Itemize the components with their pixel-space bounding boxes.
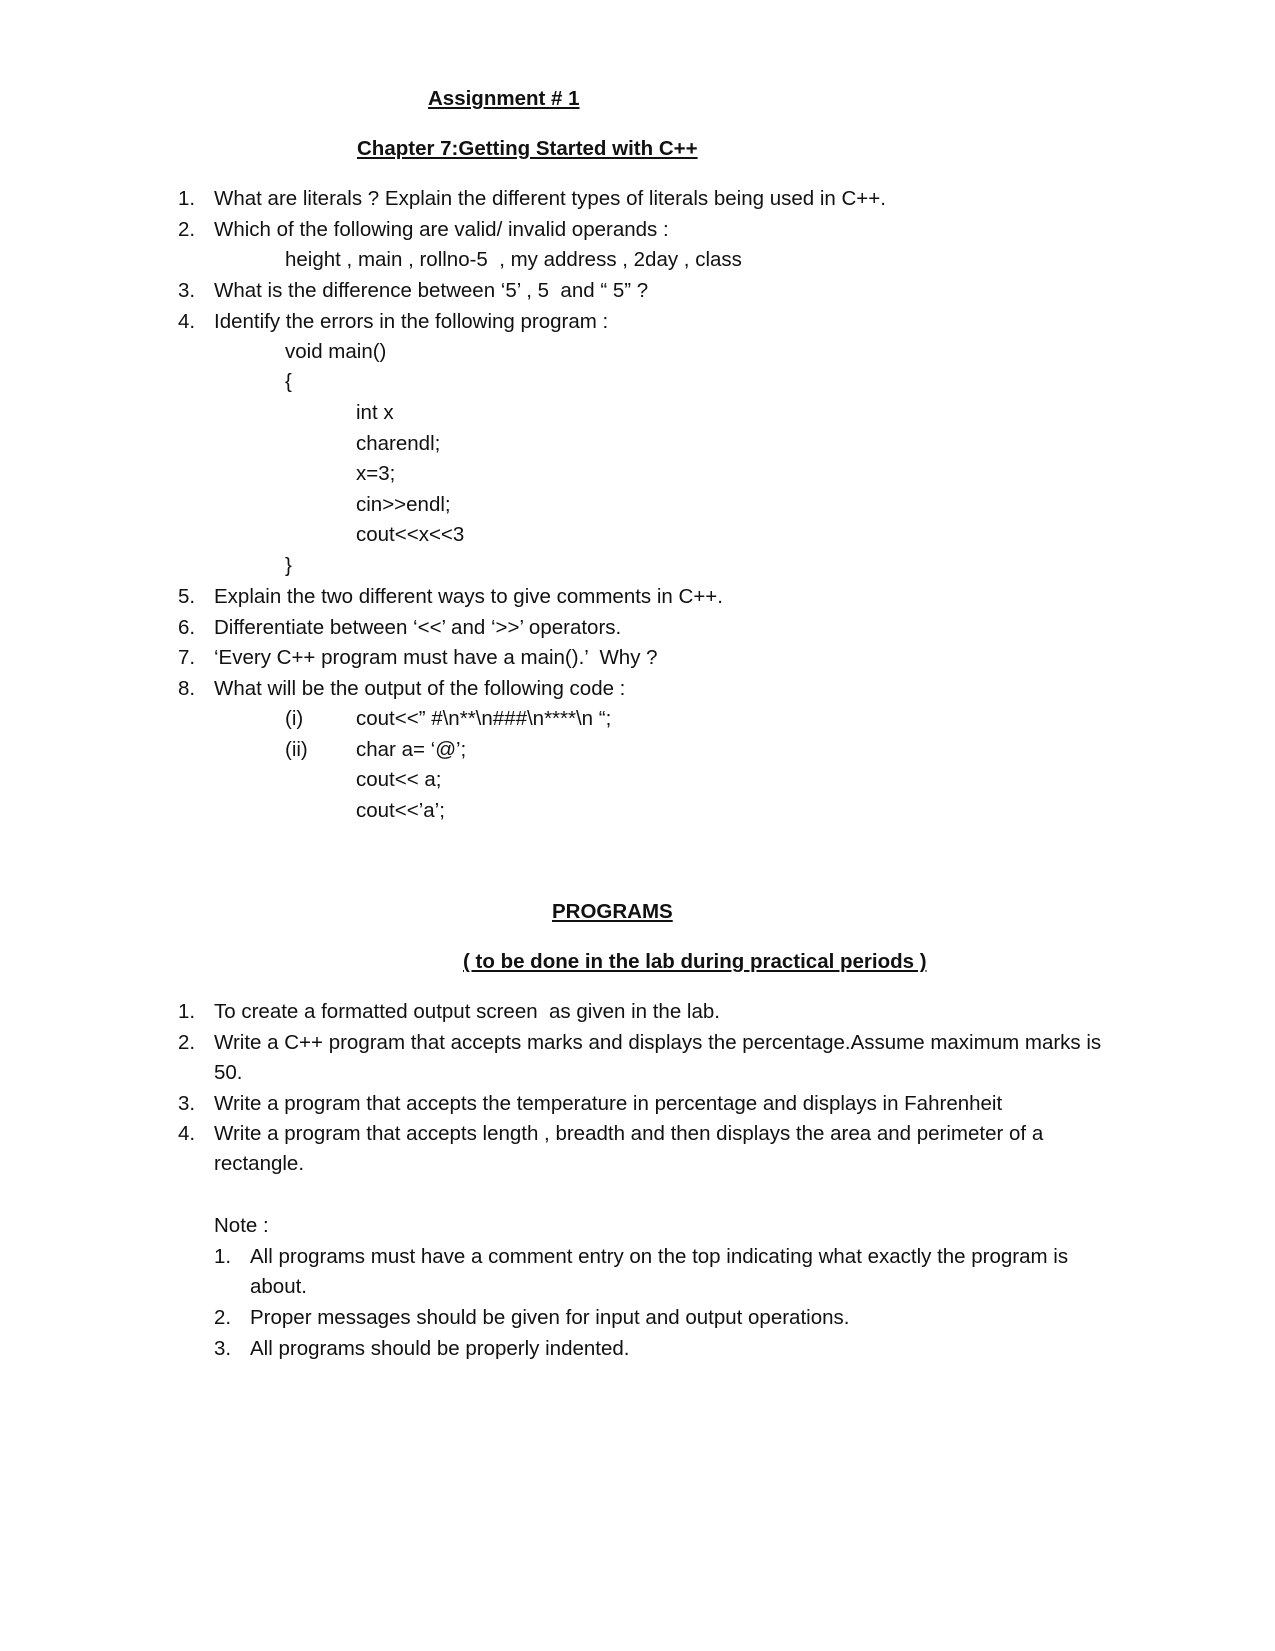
question-2-operands: height , main , rollno-5 , my address , 2day , class [285,248,742,271]
code-line: x=3; [356,462,396,485]
code-open-brace: { [285,370,292,393]
note-label: Note : [214,1214,269,1237]
question-1-text: What are literals ? Explain the different types of literals being used in C++. [214,187,886,210]
question-3-number: 3. [178,279,196,302]
assignment-title: Assignment # 1 [428,87,580,110]
note-2-number: 2. [214,1306,232,1329]
program-1-text: To create a formatted output screen as given in the lab. [214,1000,720,1023]
program-4-text: Write a program that accepts length , breadth and then displays the area and perimeter of a [214,1122,1044,1145]
question-5-text: Explain the two different ways to give comments in C++. [214,585,723,608]
program-3-text: Write a program that accepts the temperature in percentage and displays in Fahrenheit [214,1092,1003,1115]
programs-subheading: ( to be done in the lab during practical periods ) [463,950,927,973]
question-8-number: 8. [178,677,196,700]
note-1-continuation: about. [250,1275,307,1298]
note-3-number: 3. [214,1337,232,1360]
note-3-text: All programs should be properly indented. [250,1337,630,1360]
code-function-signature: void main() [285,340,387,363]
question-7-text: ‘Every C++ program must have a main().’ Why ? [214,646,658,669]
code-line: char a= ‘@’; [356,738,467,761]
note-1-number: 1. [214,1245,232,1268]
code-line: cout<<’a’; [356,799,445,822]
program-1-number: 1. [178,1000,196,1023]
program-2-number: 2. [178,1031,196,1054]
question-5-number: 5. [178,585,196,608]
program-2-continuation: 50. [214,1061,243,1084]
program-4-number: 4. [178,1122,196,1145]
question-4-number: 4. [178,310,196,333]
question-4-text: Identify the errors in the following program : [214,310,609,333]
program-2-text: Write a C++ program that accepts marks and displays the percentage.Assume maximum marks is [214,1031,1102,1054]
question-2-text: Which of the following are valid/ invalid operands : [214,218,669,241]
question-3-text: What is the difference between ‘5’ , 5 and “ 5” ? [214,279,649,302]
question-1-number: 1. [178,187,196,210]
question-2-number: 2. [178,218,196,241]
note-2-text: Proper messages should be given for input and output operations. [250,1306,850,1329]
code-line: int x [356,401,394,424]
code-line: cin>>endl; [356,493,451,516]
code-close-brace: } [285,554,292,577]
code-line: cout<<” #\n**\n###\n****\n “; [356,707,612,730]
program-4-continuation: rectangle. [214,1152,305,1175]
question-6-number: 6. [178,616,196,639]
chapter-title: Chapter 7:Getting Started with C++ [357,137,698,160]
question-6-text: Differentiate between ‘<<’ and ‘>>’ operators. [214,616,622,639]
code-line: charendl; [356,432,441,455]
part-label: (i) [285,707,304,730]
note-1-text: All programs must have a comment entry on the top indicating what exactly the program is [250,1245,1069,1268]
question-7-number: 7. [178,646,196,669]
programs-heading: PROGRAMS [552,900,673,923]
program-3-number: 3. [178,1092,196,1115]
code-line: cout<<x<<3 [356,523,465,546]
code-line: cout<< a; [356,768,442,791]
part-label: (ii) [285,738,308,761]
question-8-text: What will be the output of the following code : [214,677,626,700]
